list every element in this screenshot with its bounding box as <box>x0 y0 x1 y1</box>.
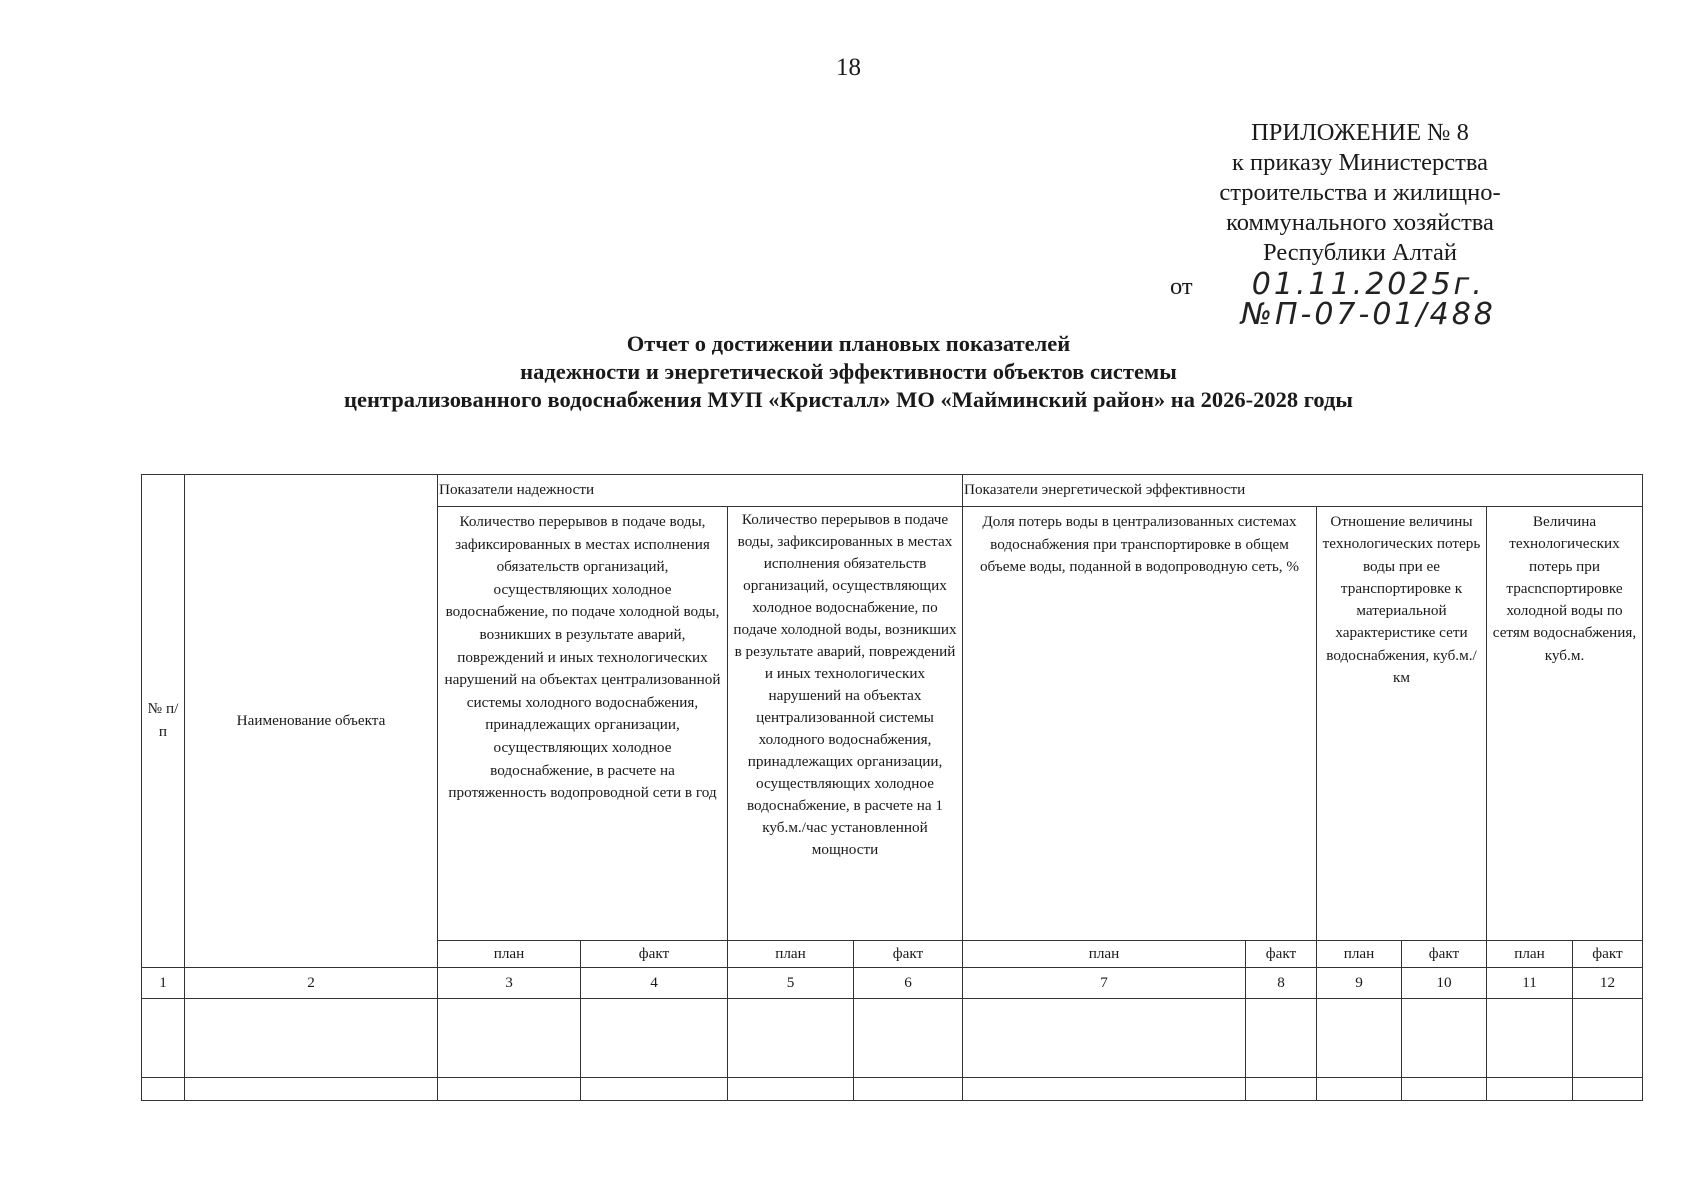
column-numbers-row <box>142 968 1643 999</box>
table-cell <box>728 999 854 1078</box>
table-cell <box>1573 999 1643 1078</box>
appendix-line: коммунального хозяйства <box>1226 209 1494 236</box>
table-cell <box>438 1078 581 1101</box>
report-title-line: Отчет о достижении плановых показателей <box>626 331 1071 356</box>
column-number: 1 <box>142 968 185 999</box>
table-cell <box>1573 1078 1643 1101</box>
table-cell <box>1317 1078 1402 1101</box>
appendix-line: строительства и жилищно- <box>1219 179 1501 206</box>
header-indicator-interruptions-length: Количество перерывов в подаче воды, зафиксированных в местах исполнения обязательств организаций, осуществляющих холодное водоснабжение, по подаче холодной воды, возникших в результате аварий, повреждений и иных технологических нарушений на объектах централизованной системы холодного водоснабжения, принадлежащих организации, осуществляющих холодное водоснабжение, в расчете на протяженность водопроводной сети в год <box>438 507 728 941</box>
header-cell-plan: план <box>1317 941 1402 968</box>
column-number: 8 <box>1246 968 1317 999</box>
header-indicator-interruptions-capacity: Количество перерывов в подаче воды, зафиксированных в местах исполнения обязательств организаций, осуществляющих холодное водоснабжение, по подаче холодной воды, возникших в результате аварий, повреждений и иных технологических нарушений на объектах централизованной системы холодного водоснабжения, принадлежащих организации, осуществляющих холодное водоснабжение, в расчете на 1 куб.м./час установленной мощности <box>728 507 963 941</box>
table-cell <box>854 999 963 1078</box>
column-number: 3 <box>438 968 581 999</box>
header-cell-fact: факт <box>1402 941 1487 968</box>
column-number: 5 <box>728 968 854 999</box>
page-number: 18 <box>836 54 861 81</box>
column-number: 9 <box>1317 968 1402 999</box>
table-cell <box>185 1078 438 1101</box>
report-title <box>0 330 1697 414</box>
header-indicator-technological-losses: Величина технологических потерь при трасnспортировке холодной воды по сетям водоснабжения, куб.м. <box>1487 507 1643 941</box>
header-cell-object-name: Наименование объекта <box>185 475 438 968</box>
header-cell-fact: факт <box>1573 941 1643 968</box>
report-title-line: надежности и энергетической эффективности объектов системы <box>520 359 1177 384</box>
table-cell <box>854 1078 963 1101</box>
header-cell-fact: факт <box>854 941 963 968</box>
header-cell-plan: план <box>728 941 854 968</box>
column-number: 4 <box>581 968 728 999</box>
table-cell <box>581 1078 728 1101</box>
column-number: 2 <box>185 968 438 999</box>
appendix-line: Республики Алтай <box>1263 239 1457 266</box>
table-cell <box>1487 1078 1573 1101</box>
table-cell <box>185 999 438 1078</box>
table-cell <box>438 999 581 1078</box>
header-group-reliability: Показатели надежности <box>438 475 963 507</box>
header-indicator-water-loss-share: Доля потерь воды в централизованных системах водоснабжения при транспортировке в общем объеме воды, поданной в водопроводную сеть, % <box>963 507 1317 941</box>
table-cell <box>1487 999 1573 1078</box>
column-number: 10 <box>1402 968 1487 999</box>
table-cell <box>1402 1078 1487 1101</box>
header-cell-num: № п/п <box>142 475 185 968</box>
table-row <box>142 999 1643 1078</box>
table-cell <box>963 999 1246 1078</box>
column-number: 6 <box>854 968 963 999</box>
appendix-block <box>1170 118 1530 332</box>
header-cell-plan: план <box>1487 941 1573 968</box>
table-cell <box>1317 999 1402 1078</box>
table-cell <box>1402 999 1487 1078</box>
header-group-energy: Показатели энергетической эффективности <box>963 475 1643 507</box>
column-number: 7 <box>963 968 1246 999</box>
table-cell <box>728 1078 854 1101</box>
table-row <box>142 1078 1643 1101</box>
appendix-line: к приказу Министерства <box>1232 149 1488 176</box>
column-number: 12 <box>1573 968 1643 999</box>
header-cell-fact: факт <box>1246 941 1317 968</box>
table-cell <box>581 999 728 1078</box>
order-line <box>1170 267 1530 332</box>
table-cell <box>1246 999 1317 1078</box>
report-table <box>141 474 1643 1101</box>
table-cell <box>1246 1078 1317 1101</box>
header-row-groups <box>142 475 1643 507</box>
report-title-line: централизованного водоснабжения МУП «Кристалл» МО «Майминский район» на 2026-2028 годы <box>344 387 1353 412</box>
handwritten-order-number: 01.11.2025г. №П-07-01/488 <box>1240 267 1496 332</box>
column-number: 11 <box>1487 968 1573 999</box>
table-cell <box>963 1078 1246 1101</box>
table-cell <box>142 999 185 1078</box>
order-prefix: от <box>1170 273 1193 300</box>
table-cell <box>142 1078 185 1101</box>
header-cell-plan: план <box>438 941 581 968</box>
report-table-wrapper <box>141 474 1642 1101</box>
header-indicator-loss-ratio: Отношение величины технологических потерь воды при ее транспортировке к материальной характеристике сети водоснабжения, куб.м./км <box>1317 507 1487 941</box>
header-cell-fact: факт <box>581 941 728 968</box>
header-cell-plan: план <box>963 941 1246 968</box>
appendix-title: ПРИЛОЖЕНИЕ № 8 <box>1251 119 1469 146</box>
